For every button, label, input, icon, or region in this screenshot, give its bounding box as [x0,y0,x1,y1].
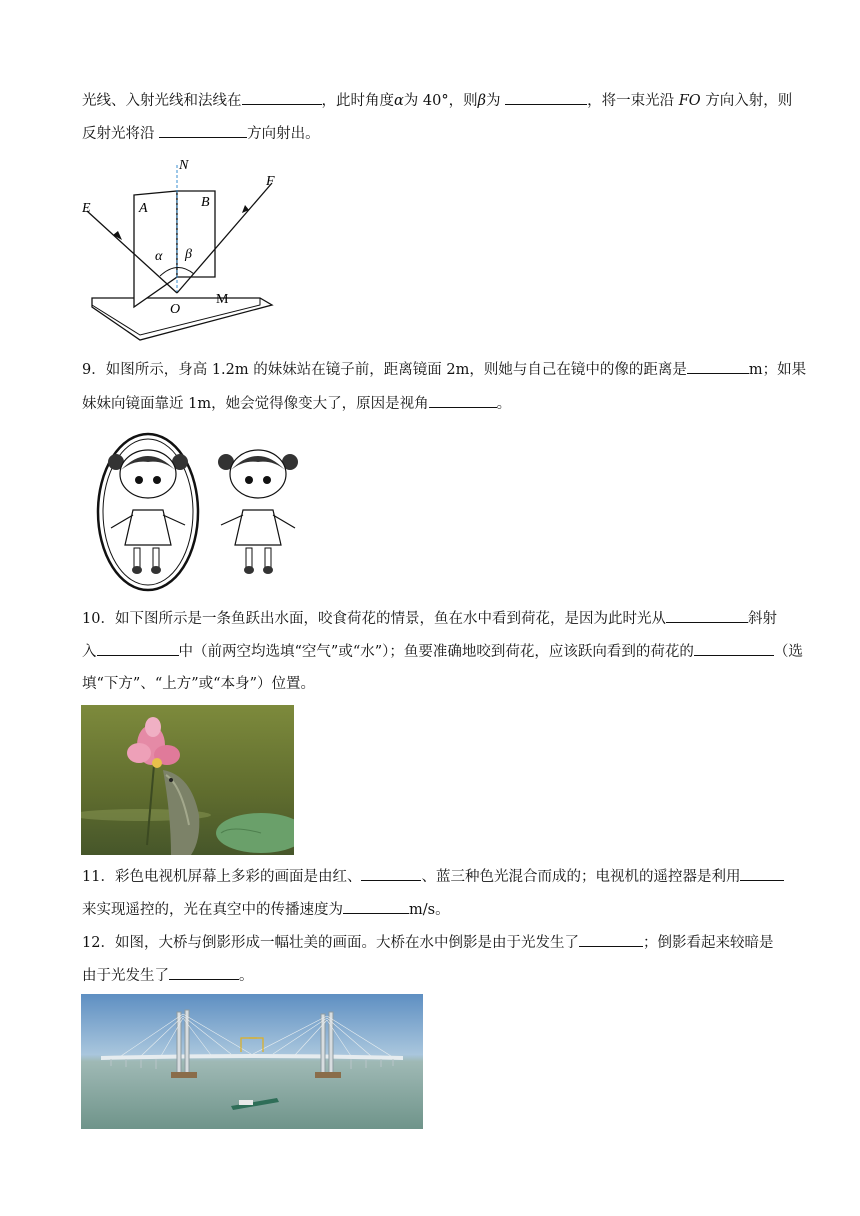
reflection-diagram [82,155,282,345]
girl-real [218,450,298,574]
mirror-base [92,298,272,340]
q10-line-3 [82,674,315,694]
label-alpha: α [155,249,163,264]
label-n: N [179,158,189,173]
label-o: O [170,302,181,317]
q11-text: 11．彩色电视机屏幕上多彩的画面是由红、 [82,869,362,885]
q12-blank-1[interactable] [579,932,643,947]
q8-text: 方向入射，则 [700,93,793,109]
girl-mirror-figure [93,430,303,592]
q9-line-2 [82,393,511,414]
pier-base-left [171,1072,197,1078]
q8-text: ，将一束光沿 [587,93,679,109]
pier-base-right [315,1072,341,1078]
q8-blank-2[interactable] [505,90,587,105]
q8-text: 反射光将沿 [82,126,160,142]
q11-text: m/s。 [409,902,450,918]
alpha-symbol: α [394,93,404,109]
q12-line-1 [82,932,773,953]
q9-text: m；如果 [748,362,807,378]
q9-text: 9．如图所示，身高 1.2m 的妹妹站在镜子前，距离镜面 2m，则她与自己在镜中的像的距离是 [82,362,687,378]
label-beta: β [185,247,192,262]
q8-text: 方向射出。 [247,126,320,142]
q8-text: 为 [486,93,506,109]
q12-line-2 [82,965,254,986]
label-a: A [139,201,148,216]
q12-blank-2[interactable] [169,965,239,980]
q8-text: ，此时角度 [321,93,394,109]
q11-blank-3[interactable] [343,899,409,914]
q9-text: 妹妹向镜面靠近 1m，她会觉得像变大了，原因是视角 [82,396,429,412]
q10-blank-3[interactable] [694,641,774,656]
q9-line-1 [82,359,806,380]
q10-blank-1[interactable] [666,608,748,623]
label-e: E [82,201,91,216]
q9-text: 。 [496,396,512,412]
q8-line-1 [82,90,792,111]
q10-text: （选 [773,644,803,660]
q10-text: 中（前两空均选填“空气”或“水”）；鱼要准确地咬到荷花，应该跃向看到的荷花的 [178,644,694,660]
q12-text: 。 [239,968,254,984]
label-f: F [266,174,275,189]
q10-line-2 [82,641,803,662]
q10-blank-2[interactable] [97,641,179,656]
q11-text: 、蓝三种色光混合而成的；电视机的遥控器是利用 [421,869,741,885]
q10-text: 斜射 [747,611,777,627]
q8-text: 光线、入射光线和法线在 [82,93,242,109]
q10-line-1 [82,608,777,629]
fo-label: FO [678,93,701,109]
beta-symbol: β [477,93,486,109]
label-b: B [201,195,210,210]
q10-text: 入 [82,644,97,660]
q9-blank-1[interactable] [687,359,749,374]
q12-text: 由于光发生了 [82,968,169,984]
q12-text: ；倒影看起来较暗是 [642,935,774,951]
q11-blank-2[interactable] [740,866,784,881]
fish-lotus-photo [81,705,294,855]
label-m: M [216,292,229,307]
q9-blank-2[interactable] [429,393,497,408]
q11-text: 来实现遥控的，光在真空中的传播速度为 [82,902,343,918]
q12-text: 12．如图，大桥与倒影形成一幅壮美的画面。大桥在水中倒影是由于光发生了 [82,935,579,951]
bridge-photo [81,994,423,1129]
q8-blank-3[interactable] [159,123,247,138]
q10-text: 填“下方”、“上方”或“本身”）位置。 [82,676,315,692]
q8-text: 为 40°，则 [403,93,478,109]
q11-line-1 [82,866,784,887]
q11-blank-1[interactable] [361,866,421,881]
q11-line-2 [82,899,450,920]
q8-line-2 [82,123,320,144]
q10-text: 10．如下图所示是一条鱼跃出水面，咬食荷花的情景，鱼在水中看到荷花，是因为此时光从 [82,611,666,627]
q8-blank-1[interactable] [242,90,322,105]
